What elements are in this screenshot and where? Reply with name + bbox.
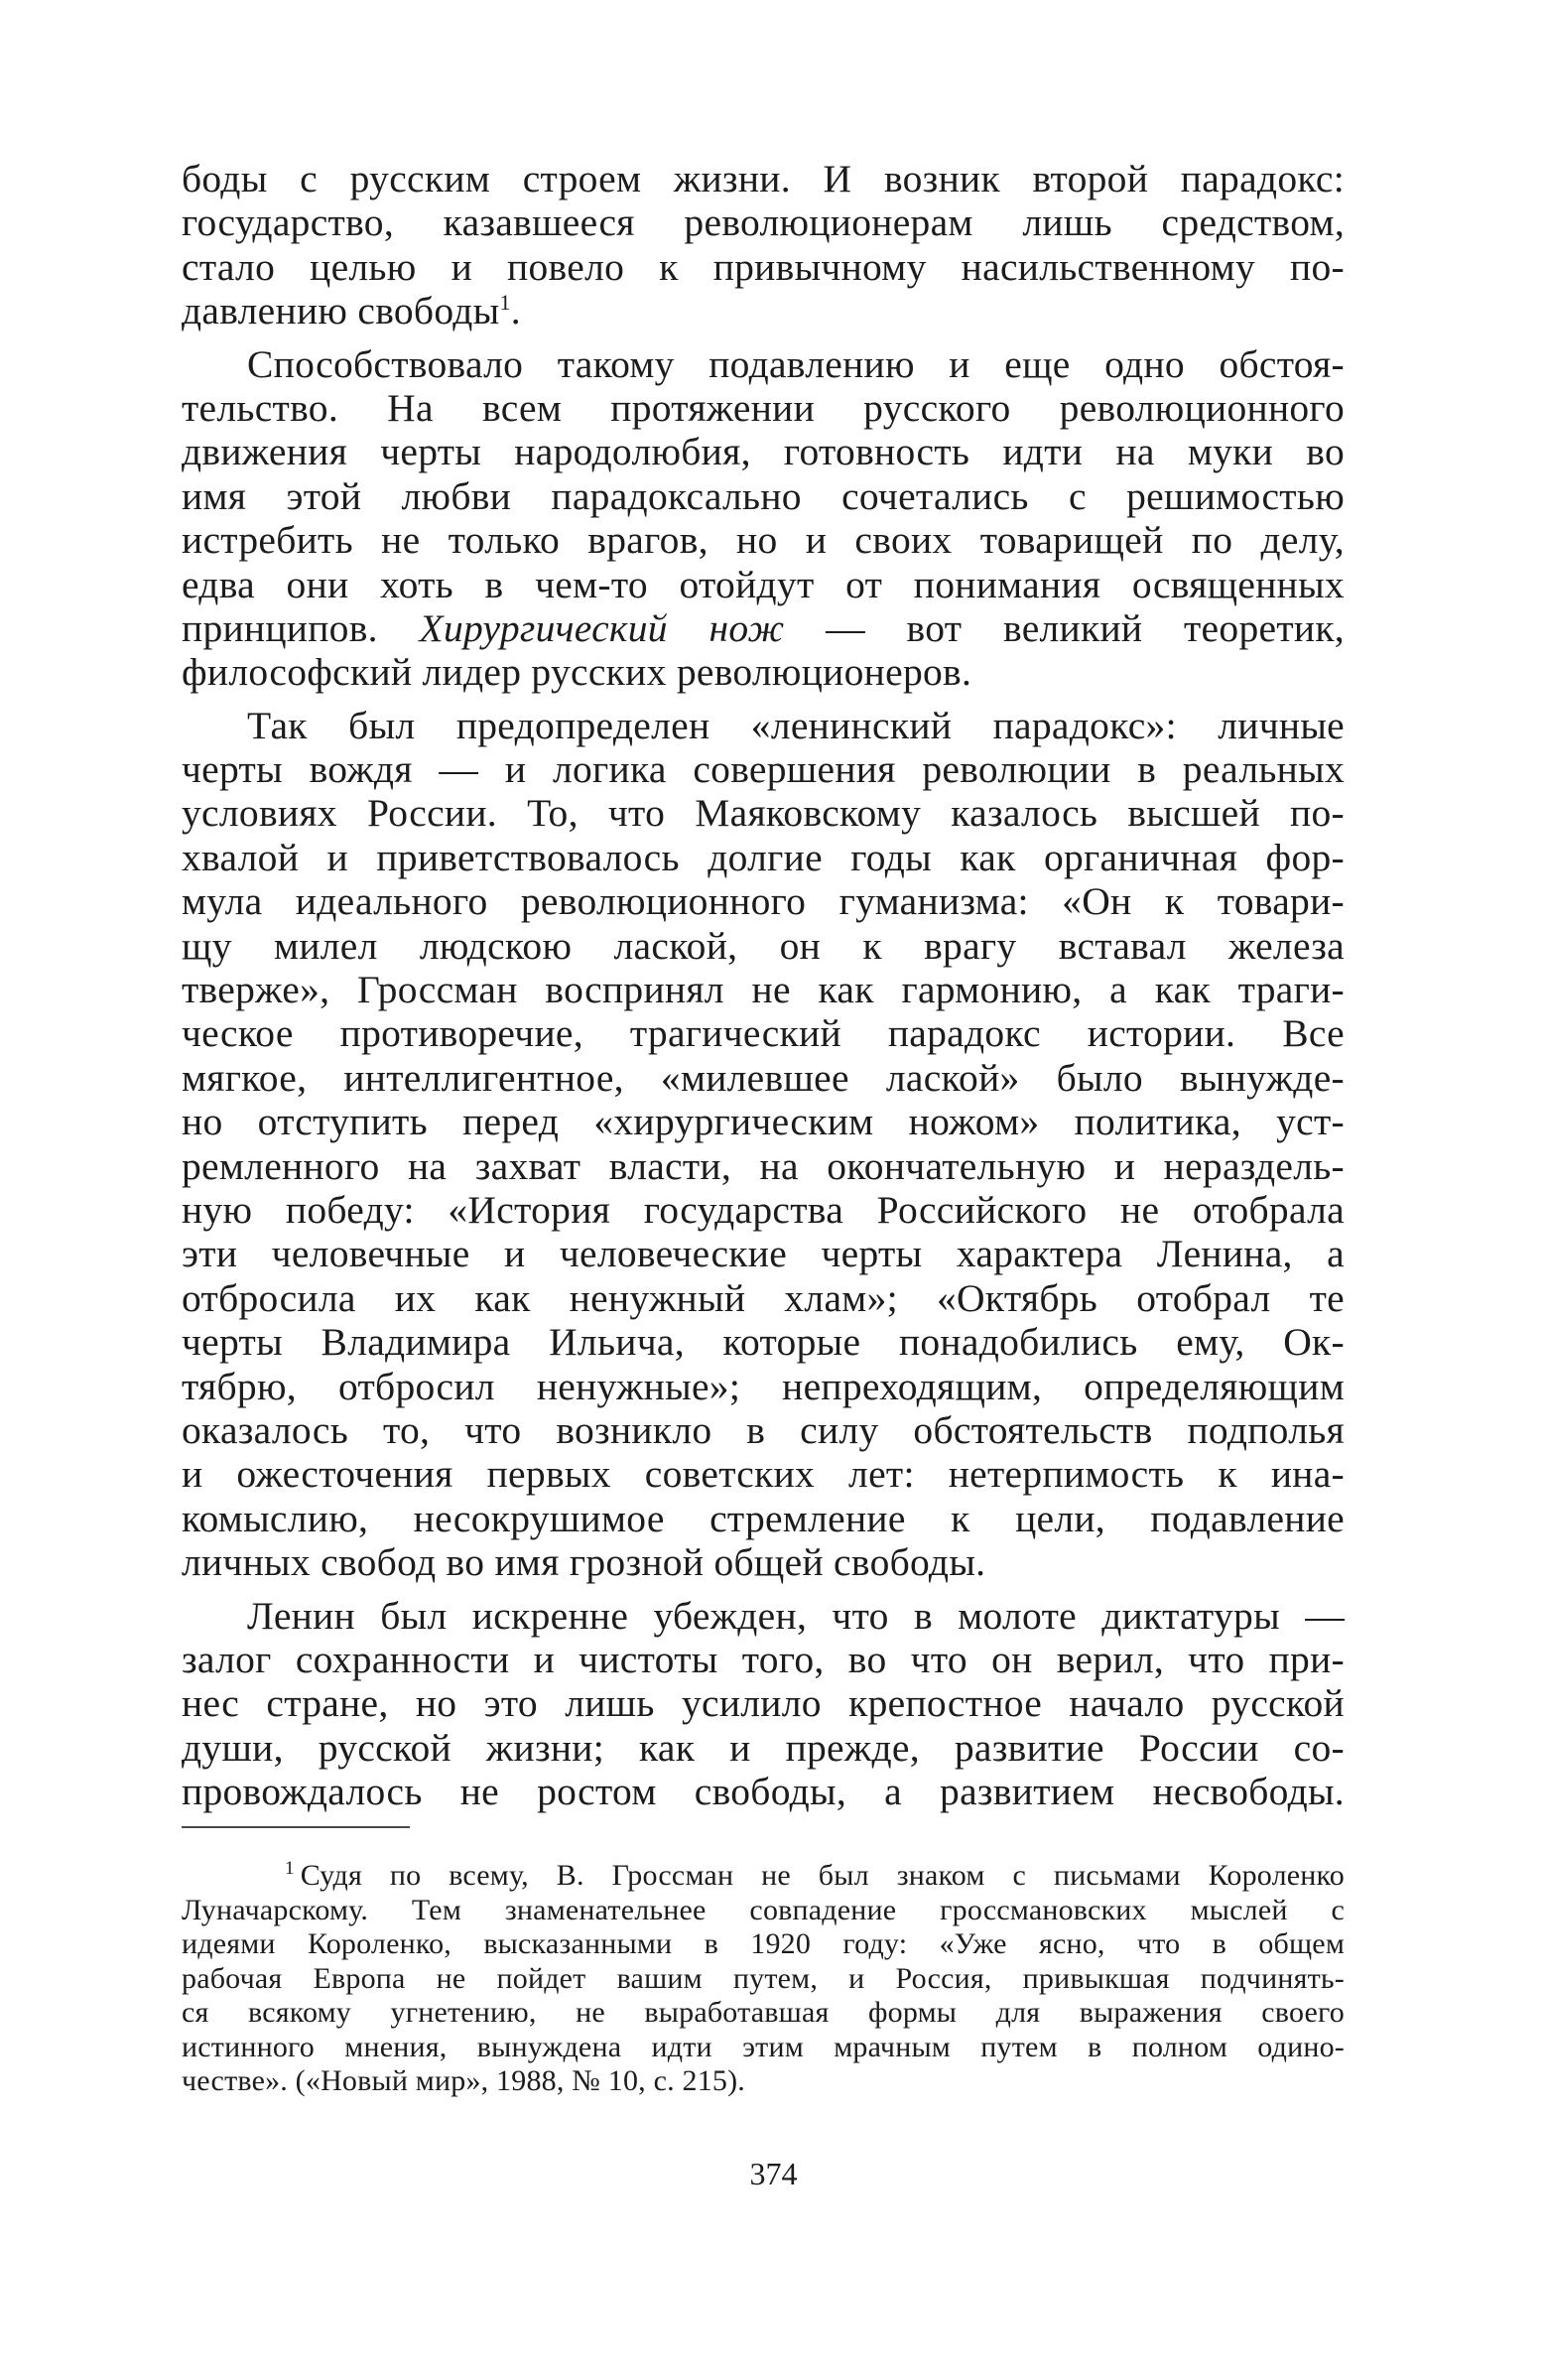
text-line: боды с русским строем жизни. И возник второй парадокс: [182,157,1345,200]
text-line: ческое противоречие, трагический парадокс истории. Все [182,1011,1345,1056]
text-line: мягкое, интеллигентное, «милевшее лаской» было вынужде- [182,1055,1345,1100]
text-line [182,606,1345,650]
text-line: эти человечные и человеческие черты характера Ленина, а [182,1232,1345,1276]
footnote-number: 1 [285,1858,295,1879]
text-line: нес стране, но это лишь усилило крепостное начало русской [182,1681,1345,1726]
text-line: философский лидер русских революционеров. [182,650,972,695]
text-fragment: . [510,289,521,333]
footnote-separator [182,1826,410,1828]
text-fragment: Судя по всему, В. Гроссман не был знаком с письмами Короленко [300,1859,1345,1892]
footnote-line: идеями Короленко, высказанными в 1920 году: «Уже ясно, что в общем [182,1927,1345,1960]
footnote-line: честве». («Новый мир», 1988, № 10, с. 215). [182,2064,745,2097]
text-line: хвалой и приветствовалось долгие годы как органичная фор- [182,835,1345,879]
paragraph-1 [182,157,1345,333]
text-line: истребить не только врагов, но и своих товарищей по делу, [182,518,1345,563]
text-line: черты Владимира Ильича, которые понадобились ему, Ок- [182,1320,1345,1365]
text-line: стало целью и повело к привычному насильственному по- [182,244,1345,289]
text-fragment: давлению свободы [182,289,500,333]
text-line: имя этой любви парадоксально сочетались с решимостью [182,473,1345,518]
footnote-line [182,1859,1345,1894]
text-line: Ленин был искренне убежден, что в молоте диктатуры — [247,1593,1345,1638]
paragraph-3 [182,704,1345,1585]
text-line: тверже», Гроссман воспринял не как гармонию, а как траги- [182,968,1345,1012]
footnote-line: Луначарскому. Тем знаменательнее совпадение гроссмановских мыслей с [182,1893,1345,1926]
paragraph-2 [182,342,1345,695]
text-line: государство, казавшееся революционерам лишь средством, [182,200,1345,245]
text-line: Так был предопределен «ленинский парадокс»: личные [247,703,1345,747]
text-line: но отступить перед «хирургическим ножом» политика, уст- [182,1100,1345,1144]
text-fragment: — вот великий теоретик, [784,605,1345,650]
text-fragment: принципов. [182,605,420,650]
text-line: движения черты народолюбия, готовность идти на муки во [182,430,1345,474]
text-line: мула идеального революционного гуманизма: «Он к товари- [182,879,1345,924]
book-page-body [182,157,1345,1813]
text-line: ную победу: «История государства Российского не отобрала [182,1187,1345,1232]
footnote-line: ся всякому угнетению, не выработавшая формы для выражения своего [182,1996,1345,2029]
text-line: Способствовало такому подавлению и еще одно обстоя- [247,341,1345,386]
text-line: и ожесточения первых советских лет: нетерпимость к ина- [182,1452,1345,1497]
text-line: отбросила их как ненужный хлам»; «Октябрь отобрал те [182,1275,1345,1320]
text-line: условиях России. То, что Маяковскому казалось высшей по- [182,791,1345,836]
footnote-line: истинного мнения, вынуждена идти этим мрачным путем в полном одино- [182,2030,1345,2063]
text-line: личных свобод во имя грозной общей свободы. [182,1540,986,1585]
text-line: тябрю, отбросил ненужные»; непреходящим, определяющим [182,1364,1345,1408]
footnote-block [182,1859,1345,2099]
text-line: комыслию, несокрушимое стремление к цели, подавление [182,1496,1345,1540]
paragraph-4 [182,1594,1345,1814]
footnote-reference[interactable]: 1 [499,290,511,316]
text-line: провождалось не ростом свободы, а развитием несвободы. [182,1770,1345,1814]
text-line: черты вождя — и логика совершения революции в реальных [182,747,1345,792]
italic-emphasis: Хирургический нож [419,605,785,650]
text-line [182,289,1345,332]
text-line: едва они хоть в чем-то отойдут от понимания освященных [182,562,1345,606]
footnote-line: рабочая Европа не пойдет вашим путем, и Россия, привыкшая подчинять- [182,1961,1345,1995]
text-line: оказалось то, что возникло в силу обстоятельств подполья [182,1407,1345,1452]
text-line: тельство. На всем протяжении русского революционного [182,385,1345,430]
text-line: щу милел людскою лаской, он к врагу вставал железа [182,923,1345,968]
text-line: ремленного на захват власти, на окончательную и нераздель- [182,1143,1345,1188]
text-line: души, русской жизни; как и прежде, развитие России со- [182,1725,1345,1770]
page-number: 374 [749,2156,798,2191]
text-line: залог сохранности и чистоты того, во что он верил, что при- [182,1637,1345,1681]
